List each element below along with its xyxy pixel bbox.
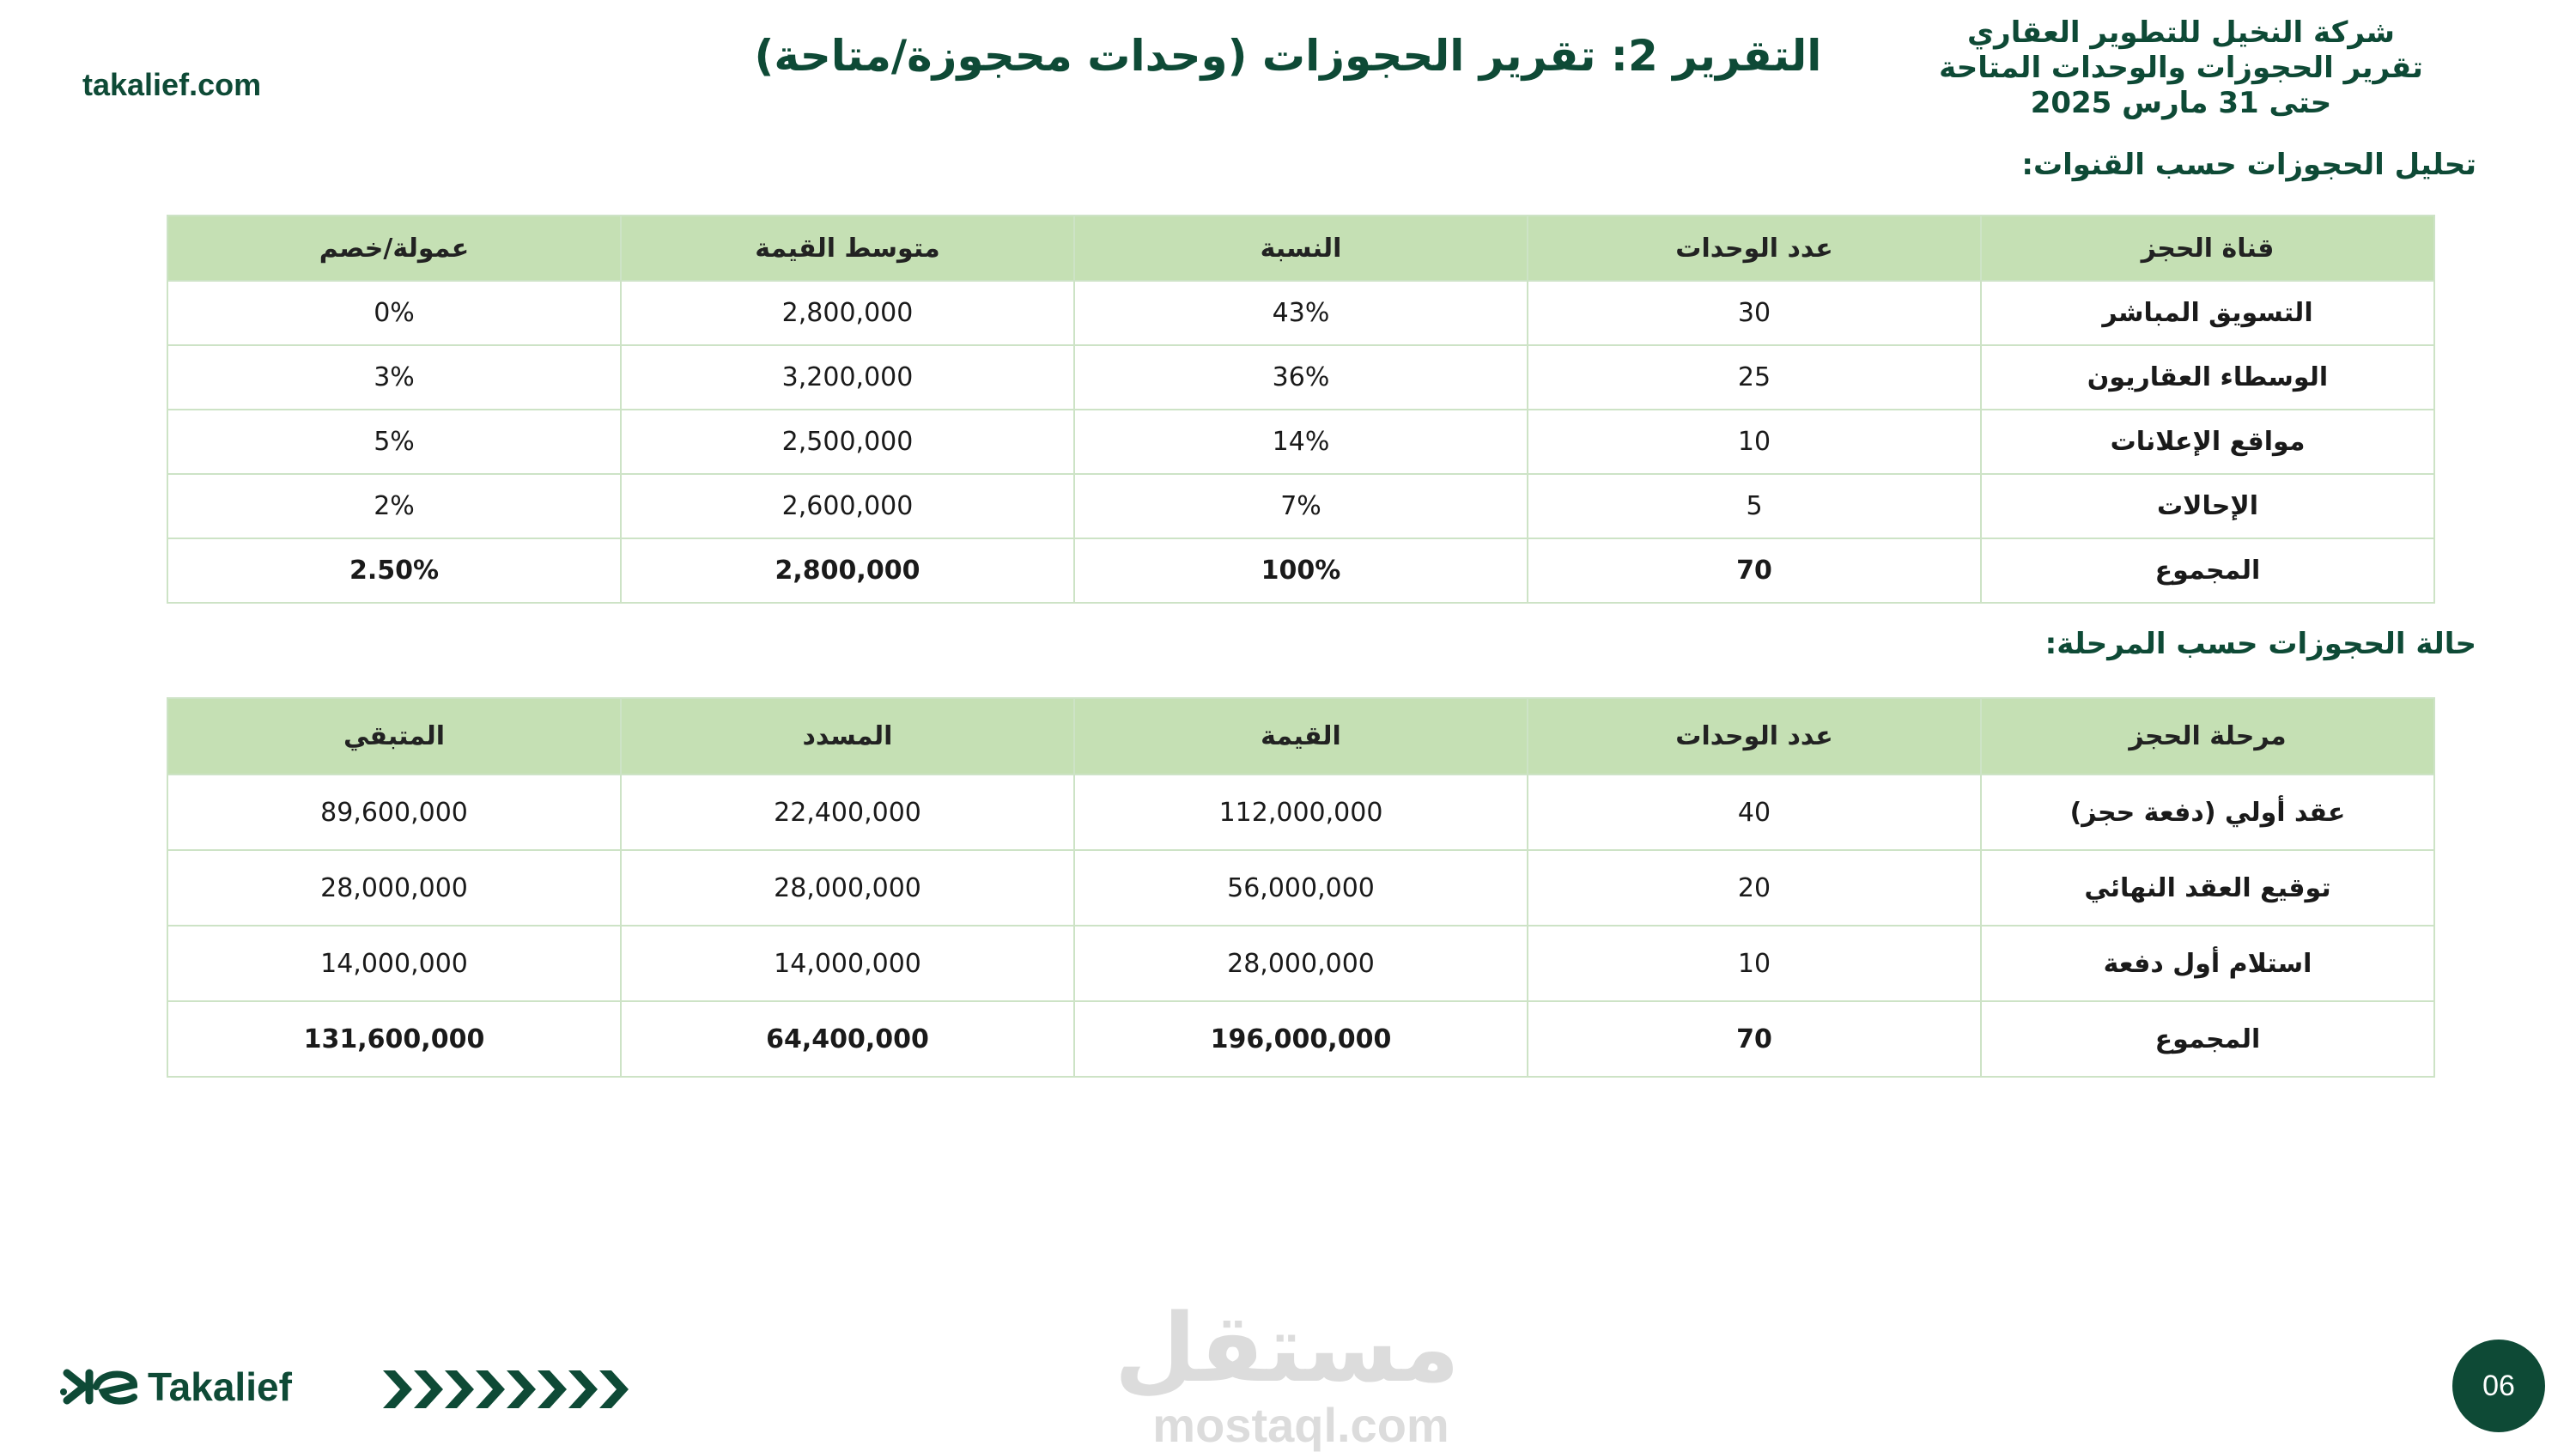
table-cell: 2.50% bbox=[167, 538, 621, 603]
table-cell: مواقع الإعلانات bbox=[1981, 410, 2434, 474]
report-date: حتى 31 مارس 2025 bbox=[2030, 86, 2332, 120]
table-cell: 100% bbox=[1074, 538, 1528, 603]
table-row bbox=[167, 281, 2434, 345]
table-cell: 2,800,000 bbox=[621, 281, 1074, 345]
table-row bbox=[167, 850, 2434, 926]
page-title: التقرير 2: تقرير الحجوزات (وحدات محجوزة/متاحة) bbox=[754, 31, 1822, 81]
table-cell: 28,000,000 bbox=[621, 850, 1074, 926]
channels-table bbox=[167, 215, 2435, 604]
logo-name: Takalief bbox=[148, 1364, 292, 1409]
table-cell: 28,000,000 bbox=[1074, 926, 1528, 1001]
table-cell: 7% bbox=[1074, 474, 1528, 538]
site-url: takalief.com bbox=[82, 67, 262, 102]
table-cell: 22,400,000 bbox=[621, 775, 1074, 850]
table-row bbox=[167, 345, 2434, 410]
stages-table bbox=[167, 697, 2435, 1078]
table-cell: المجموع bbox=[1981, 1001, 2434, 1077]
table-cell: 0% bbox=[167, 281, 621, 345]
table-row bbox=[167, 775, 2434, 850]
column-header: عمولة/خصم bbox=[167, 216, 621, 281]
table-cell: الإحالات bbox=[1981, 474, 2434, 538]
table-cell: توقيع العقد النهائي bbox=[1981, 850, 2434, 926]
table-cell: 14% bbox=[1074, 410, 1528, 474]
column-header: عدد الوحدات bbox=[1528, 698, 1981, 775]
column-header: مرحلة الحجز bbox=[1981, 698, 2434, 775]
page-number-badge: 06 bbox=[2452, 1340, 2545, 1432]
table-cell: 30 bbox=[1528, 281, 1981, 345]
table-total-row bbox=[167, 538, 2434, 603]
table-cell: 5% bbox=[167, 410, 621, 474]
company-name: شركة النخيل للتطوير العقاري bbox=[1967, 15, 2395, 50]
table-row bbox=[167, 410, 2434, 474]
table-cell: المجموع bbox=[1981, 538, 2434, 603]
report-subtitle: تقرير الحجوزات والوحدات المتاحة bbox=[1939, 51, 2423, 85]
column-header: المتبقي bbox=[167, 698, 621, 775]
table-cell: 56,000,000 bbox=[1074, 850, 1528, 926]
column-header: قناة الحجز bbox=[1981, 216, 2434, 281]
column-header: المسدد bbox=[621, 698, 1074, 775]
table-cell: 3% bbox=[167, 345, 621, 410]
table-cell: 20 bbox=[1528, 850, 1981, 926]
table-cell: 25 bbox=[1528, 345, 1981, 410]
table-total-row bbox=[167, 1001, 2434, 1077]
chevrons-decoration-icon bbox=[383, 1365, 641, 1413]
table-cell: 2% bbox=[167, 474, 621, 538]
table-cell: 196,000,000 bbox=[1074, 1001, 1528, 1077]
watermark-arabic: مستقل bbox=[1114, 1293, 1460, 1403]
table-cell: 64,400,000 bbox=[621, 1001, 1074, 1077]
table-cell: 43% bbox=[1074, 281, 1528, 345]
table-cell: 131,600,000 bbox=[167, 1001, 621, 1077]
table-cell: 28,000,000 bbox=[167, 850, 621, 926]
table-cell: 2,600,000 bbox=[621, 474, 1074, 538]
column-header: النسبة bbox=[1074, 216, 1528, 281]
channels-section-title: تحليل الحجوزات حسب القنوات: bbox=[2021, 148, 2476, 182]
watermark-english: mostaql.com bbox=[1152, 1398, 1449, 1452]
takalief-mark-icon bbox=[58, 1366, 141, 1407]
table-cell: التسويق المباشر bbox=[1981, 281, 2434, 345]
table-cell: 10 bbox=[1528, 926, 1981, 1001]
table-cell: 40 bbox=[1528, 775, 1981, 850]
table-cell: 14,000,000 bbox=[621, 926, 1074, 1001]
table-cell: الوسطاء العقاريون bbox=[1981, 345, 2434, 410]
mostaql-watermark bbox=[1114, 1293, 1460, 1452]
table-row bbox=[167, 474, 2434, 538]
table-cell: 14,000,000 bbox=[167, 926, 621, 1001]
takalief-logo bbox=[58, 1361, 292, 1413]
table-cell: 3,200,000 bbox=[621, 345, 1074, 410]
table-header-row bbox=[167, 216, 2434, 281]
table-row bbox=[167, 926, 2434, 1001]
table-header-row bbox=[167, 698, 2434, 775]
stages-section-title: حالة الحجوزات حسب المرحلة: bbox=[2044, 627, 2476, 661]
table-cell: عقد أولي (دفعة حجز) bbox=[1981, 775, 2434, 850]
table-cell: 5 bbox=[1528, 474, 1981, 538]
table-cell: 70 bbox=[1528, 538, 1981, 603]
column-header: متوسط القيمة bbox=[621, 216, 1074, 281]
table-cell: 36% bbox=[1074, 345, 1528, 410]
table-cell: 2,500,000 bbox=[621, 410, 1074, 474]
table-cell: 112,000,000 bbox=[1074, 775, 1528, 850]
table-cell: 2,800,000 bbox=[621, 538, 1074, 603]
table-cell: استلام أول دفعة bbox=[1981, 926, 2434, 1001]
company-block bbox=[1880, 15, 2482, 121]
table-cell: 70 bbox=[1528, 1001, 1981, 1077]
table-cell: 10 bbox=[1528, 410, 1981, 474]
column-header: القيمة bbox=[1074, 698, 1528, 775]
column-header: عدد الوحدات bbox=[1528, 216, 1981, 281]
table-cell: 89,600,000 bbox=[167, 775, 621, 850]
